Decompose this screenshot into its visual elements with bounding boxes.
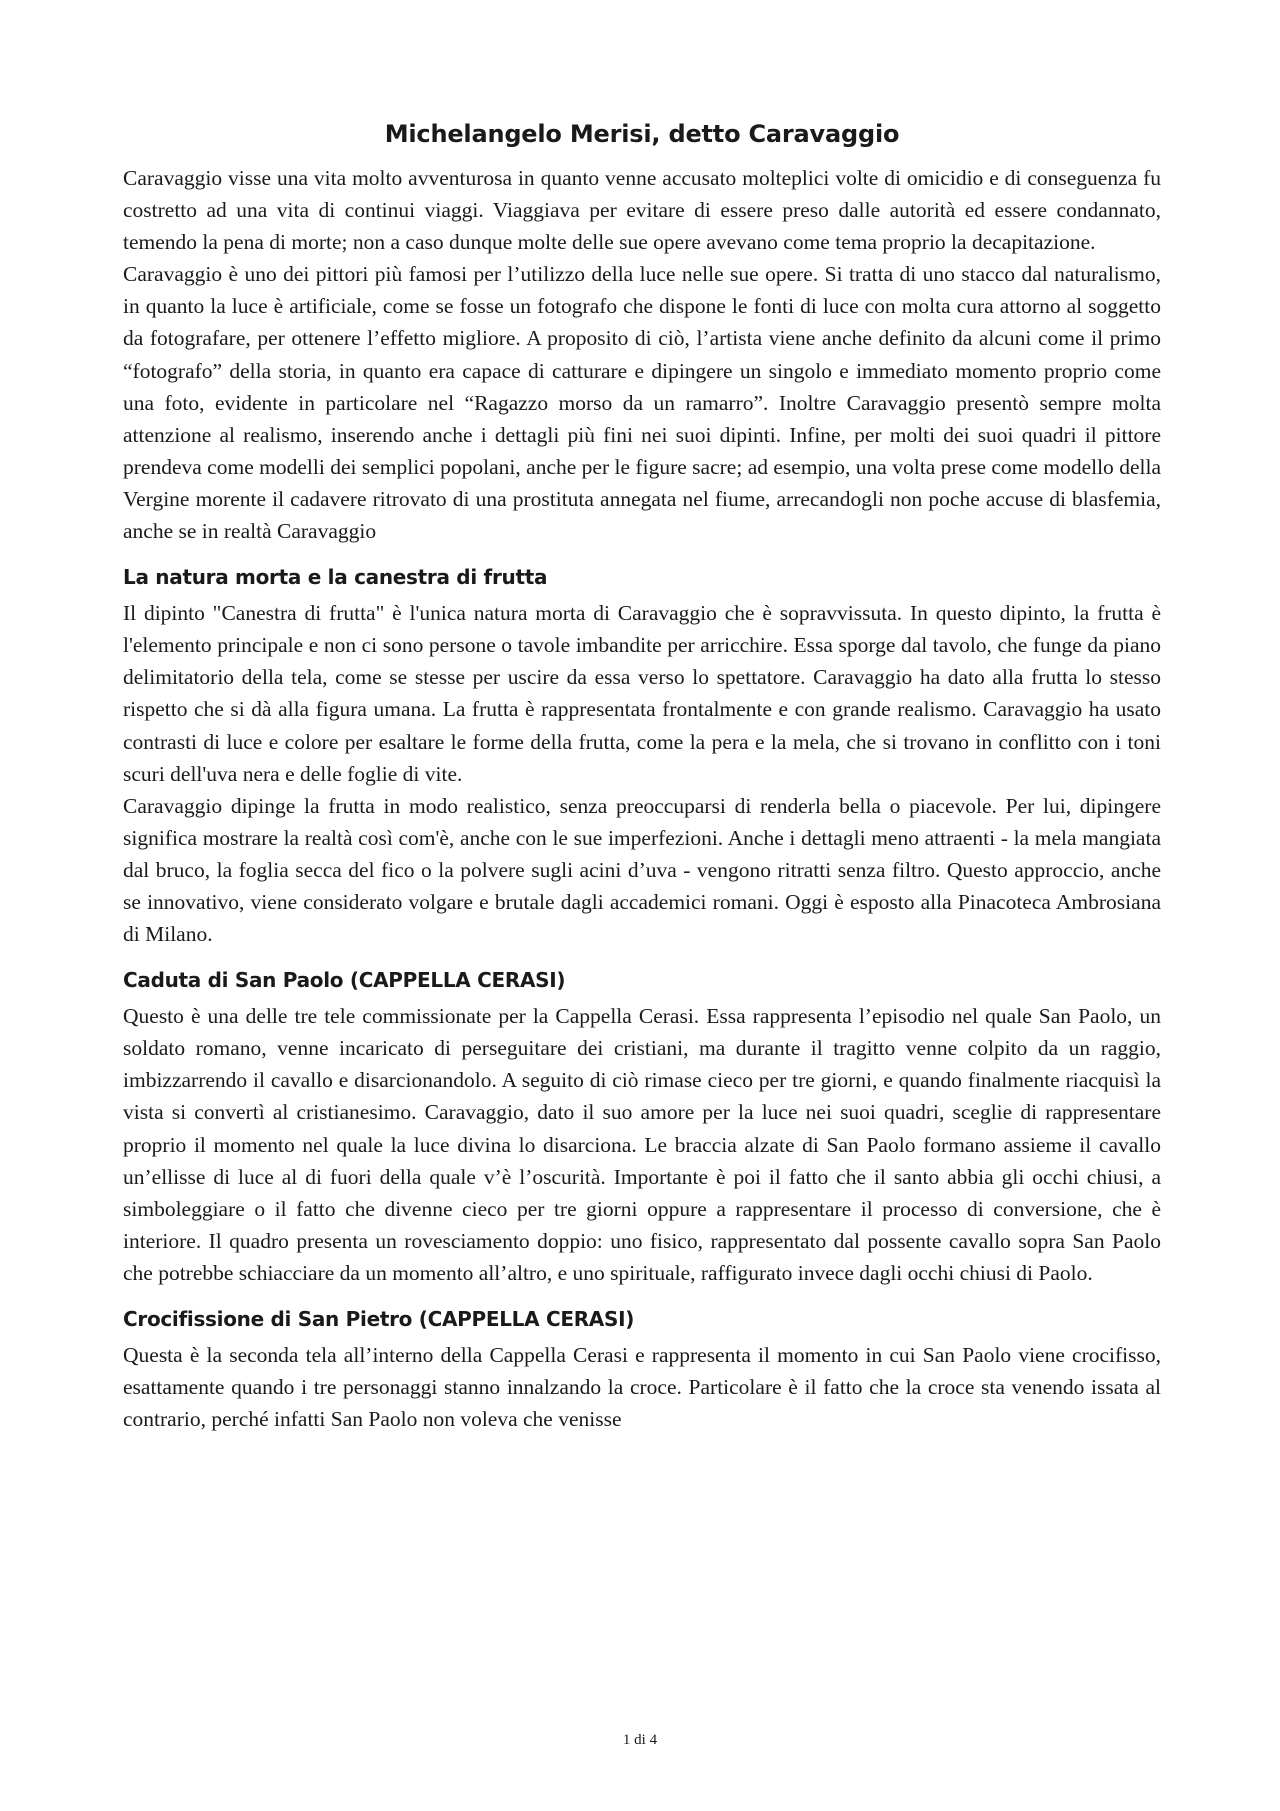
section-heading: La natura morta e la canestra di frutta	[123, 565, 548, 590]
paragraph: Questo è una delle tre tele commissionate per la Cappella Cerasi. Essa rappresenta l’episodio nel quale San Paolo, un soldato romano, venne incaricato di perseguitare dei cristiani, ma durante il tragitto venne colpito da un raggio, imbizzarrendo il cavallo e disarcionandolo. A seguito di ciò rimase cieco per tre giorni, e quando finalmente riacquisì la vista si convertì al cristianesimo. Caravaggio, dato il suo amore per la luce nei suoi quadri, sceglie di rappresentare proprio il momento nel quale la luce divina lo disarciona. Le braccia alzate di San Paolo formano assieme il cavallo un’ellisse di luce al di fuori della quale v’è l’oscurità. Importante è poi il fatto che il santo abbia gli occhi chiusi, a simboleggiare o il fatto che divenne cieco per tre giorni oppure a rappresentare il processo di conversione, che è interiore. Il quadro presenta un rovesciamento doppio: uno fisico, rappresentato dal possente cavallo sopra San Paolo che potrebbe schiacciare da un momento all’altro, e uno spirituale, raffigurato invece dagli occhi chiusi di Paolo.	[123, 1004, 1161, 1285]
section-heading: Crocifissione di San Pietro (CAPPELLA CERASI)	[123, 1307, 635, 1331]
section-caduta-san-paolo	[123, 966, 1161, 1289]
paragraph: Caravaggio dipinge la frutta in modo realistico, senza preoccuparsi di renderla bella o piacevole. Per lui, dipingere significa mostrare la realtà così com'è, anche con le sue imperfezioni. Anche i dettagli meno attraenti - la mela mangiata dal bruco, la foglia secca del fico o la polvere sugli acini d’uva - vengono ritratti senza filtro. Questo approccio, anche se innovativo, viene considerato volgare e brutale dagli accademici romani. Oggi è esposto alla Pinacoteca Ambrosiana di Milano.	[123, 793, 1161, 947]
paragraph: Questa è la seconda tela all’interno della Cappella Cerasi e rappresenta il momento in cui San Paolo viene crocifisso, esattamente quando i tre personaggi stanno innalzando la croce. Particolare è il fatto che la croce sta venendo issata al contrario, perché infatti San Paolo non voleva che venisse	[123, 1343, 1161, 1432]
paragraph: Caravaggio è uno dei pittori più famosi per l’utilizzo della luce nelle sue opere. Si tratta di uno stacco dal naturalismo, in quanto la luce è artificiale, come se fosse un fotografo che dispone le fonti di luce con molta cura attorno al soggetto da fotografare, per ottenere l’effetto migliore. A proposito di ciò, l’artista viene anche definito da alcuni come il primo “fotografo” della storia, in quanto era capace di catturare e dipingere un singolo e immediato momento proprio come una foto, evidente in particolare nel “Ragazzo morso da un ramarro”. Inoltre Caravaggio presentò sempre molta attenzione al realismo, inserendo anche i dettagli più fini nei suoi dipinti. Infine, per molti dei suoi quadri il pittore prendeva come modelli dei semplici popolani, anche per le figure sacre; ad esempio, una volta prese come modello della Vergine morente il cadavere ritrovato di una prostituta annegata nel fiume, arrecandogli non poche accuse di blasfemia, anche se in realtà Caravaggio	[123, 262, 1161, 544]
page-number: 1 di 4	[622, 1732, 658, 1748]
paragraph: Caravaggio visse una vita molto avventurosa in quanto venne accusato molteplici volte di omicidio e di conseguenza fu costretto ad una vita di continui viaggi. Viaggiava per evitare di essere preso dalle autorità ed essere condannato, temendo la pena di morte; non a caso dunque molte delle sue opere avevano come tema proprio la decapitazione.	[123, 166, 1161, 255]
section-heading: Caduta di San Paolo (CAPPELLA CERASI)	[123, 968, 566, 993]
paragraph: Il dipinto "Canestra di frutta" è l'unica natura morta di Caravaggio che è sopravvissuta. In questo dipinto, la frutta è l'elemento principale e non ci sono persone o tavole imbandite per arricchire. Essa sporge dal tavolo, che funge da piano delimitatorio della tela, come se stesse per uscire da essa verso lo spettatore. Caravaggio ha dato alla frutta lo stesso rispetto che si dà alla figura umana. La frutta è rappresentata frontalmente e con grande realismo. Caravaggio ha usato contrasti di luce e colore per esaltare le forme della frutta, come la pera e la mela, che si trovano in conflitto con i toni scuri dell'uva nera e delle foglie di vite.	[123, 601, 1161, 786]
section-crocifissione-san-pietro	[123, 1305, 1161, 1435]
page-content	[123, 118, 1161, 1435]
section-natura-morta	[123, 563, 1161, 950]
document-title: Michelangelo Merisi, detto Caravaggio	[384, 120, 900, 148]
section-intro	[123, 162, 1161, 547]
